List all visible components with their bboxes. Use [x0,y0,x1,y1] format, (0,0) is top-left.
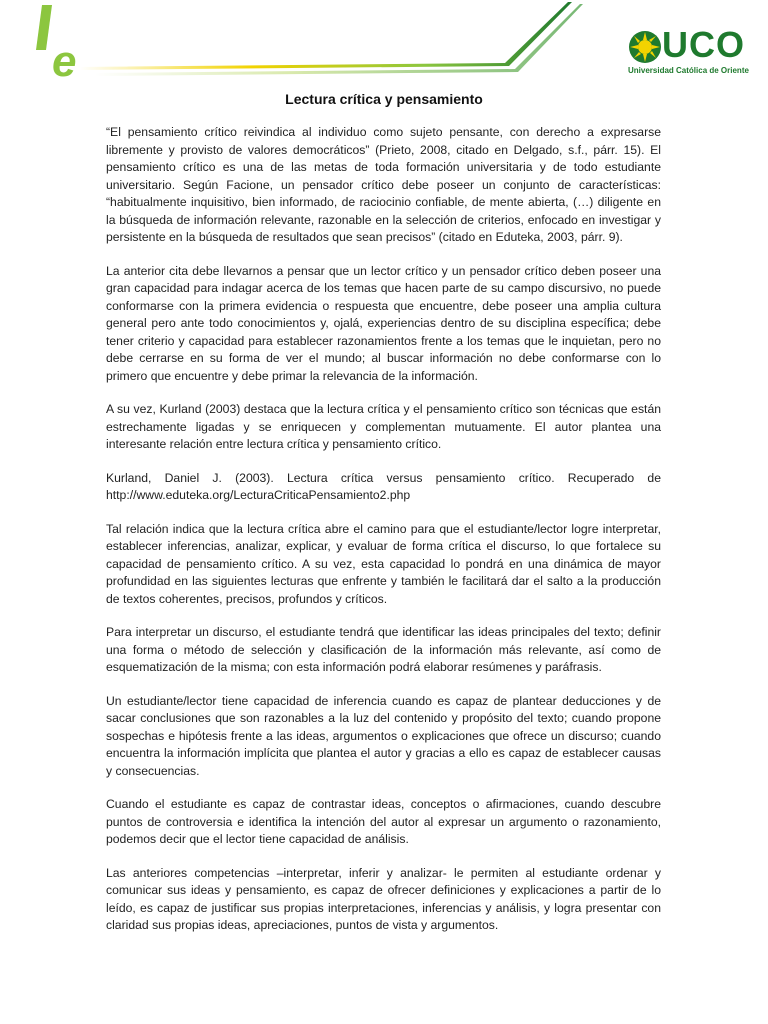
paragraph: Cuando el estudiante es capaz de contrastar ideas, conceptos o afirmaciones, cuando descubre puntos de controversia e identifica la intención del autor al expresar un argumento o razonamiento, podemos decir que el lector tiene capacidad de análisis. [106,797,661,846]
uco-logo-subtitle: Universidad Católica de Oriente [628,66,749,75]
ie-logo-icon [30,0,100,85]
logo-i-stroke [36,5,52,50]
paragraph: Las anteriores competencias –interpretar, inferir y analizar- le permiten al estudiante ordenar y comunicar sus ideas y pensamiento, es capaz de ofrecer definiciones y explicaciones a partir de lo leído, es capaz de justificar sus propias interpretaciones, inferencias y análisis, y logra presentar con claridad sus propias ideas, apreciaciones, puntos de vista y argumentos. [106,865,661,932]
paragraph: La anterior cita debe llevarnos a pensar que un lector crítico y un pensador crítico deben poseer una gran capacidad para indagar acerca de los temas que hacen parte de su campo discursivo, no puede conformarse con la primera evidencia o respuesta que encuentre, debe poseer una amplia cultura general pero ante todo conocimientos y, ojalá, experiencias dentro de su disciplina específica; debe tener criterio y capacidad para establecer razonamientos frente a los temas que le inquietan, pero no debe cerrarse en su forma de ver el mundo; al buscar información no debe conformarse con lo primero que encuentre y debe primar la relevancia de la información. [106,263,661,383]
document-title: Lectura crítica y pensamiento [285,91,483,107]
header-swoosh-main [80,2,572,70]
document-body [106,124,661,951]
paragraph: Un estudiante/lector tiene capacidad de inferencia cuando es capaz de plantear deducciones y de sacar conclusiones que son razonables a la luz del contenido y propósito del texto; cuando propone sospechas e hipótesis frente a las ideas, argumentos o explicaciones que ofrece un discurso; cuando encuentra la información implícita que plantea el autor y gracias a ello es capaz de establecer causas y consecuencias. [106,693,661,778]
paragraph: Para interpretar un discurso, el estudiante tendrá que identificar las ideas principales del texto; definir una forma o método de selección y clasificación de la información más relevante, así como de esquematización de la misma; con esta información podrá elaborar resúmenes y paráfrasis. [106,625,661,674]
page-header [0,0,768,90]
uco-logo-text: UCO [662,24,745,65]
uco-sun-icon [628,30,662,64]
paragraph: “El pensamiento crítico reivindica al individuo como sujeto pensante, con derecho a expresarse libremente y provisto de valores democráticos” (Prieto, 2008, citado en Delgado, s.f., párr. 15). El pensamiento crítico es una de las metas de toda formación universitaria y de todo estudiante universitario. Según Facione, un pensador crítico debe poseer un conjunto de características: “habitualmente inquisitivo, bien informado, de raciocinio confiable, de mente abierta, (…) diligente en la búsqueda de información relevante, razonable en la selección de criterios, enfocado en investigar y persistente en la búsqueda de resultados que sean precisos” (citado en Eduteka, 2003, párr. 9). [106,125,661,244]
paragraph: Tal relación indica que la lectura crítica abre el camino para que el estudiante/lector logre interpretar, establecer inferencias, analizar, explicar, y evaluar de forma crítica el discurso, lo que fortalece su capacidad de pensamiento crítico. A su vez, esta capacidad lo pondrá en una dinámica de mayor profundidad en las siguientes lecturas que enfrente y también le facilitará dar el salto a la producción de textos coherentes, precisos, profundos y críticos. [106,521,661,606]
logo-e-letter: e [52,37,77,85]
paragraph: A su vez, Kurland (2003) destaca que la lectura crítica y el pensamiento crítico son técnicas que están estrechamente ligadas y se enriquecen y complementan mutuamente. El autor plantea una interesante relación entre lectura crítica y pensamiento crítico. [106,402,661,451]
reference-paragraph: Kurland, Daniel J. (2003). Lectura crítica versus pensamiento crítico. Recuperado de http://www.eduteka.org/LecturaCriticaPensamiento2.php [106,470,661,502]
